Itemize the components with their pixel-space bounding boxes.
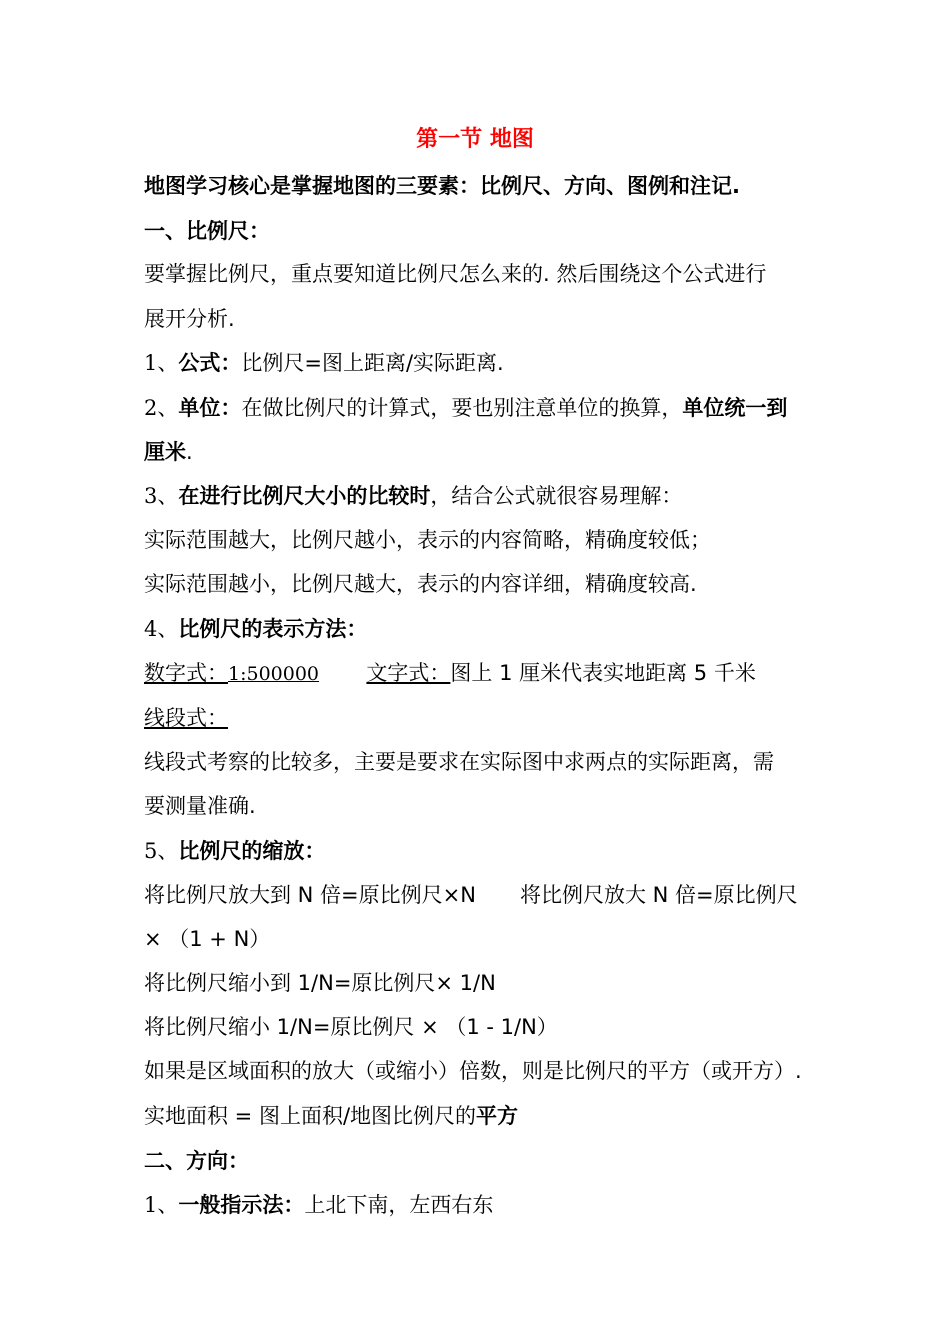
item-label: 比例尺的缩放： <box>178 839 326 863</box>
scaling-line: 将比例尺缩小到 1/N=原比例尺× 1/N <box>144 971 496 995</box>
item-text: 在做比例尺的计算式，要也别注意单位的换算， <box>241 396 683 420</box>
item-number: 1、 <box>144 1193 179 1217</box>
paragraph-line: 要掌握比例尺，重点要知道比例尺怎么来的. 然后围绕这个公式进行 <box>144 262 767 286</box>
item-text: 上北下南，左西右东 <box>304 1193 494 1217</box>
paragraph-line: 要测量准确. <box>144 794 256 818</box>
item-label: 公式： <box>178 351 242 375</box>
section-heading-scale: 一、比例尺： <box>144 219 270 243</box>
scaling-line: 实地面积 = 图上面积/地图比例尺的平方 <box>144 1104 519 1128</box>
item-text: ，结合公式就很容易理解： <box>430 484 683 508</box>
item-number: 5、 <box>144 839 179 863</box>
paragraph-line: 展开分析. <box>144 307 235 331</box>
item-number: 4、 <box>144 617 179 641</box>
line-form-label: 线段式： <box>144 706 228 730</box>
item-number: 1、 <box>144 351 179 375</box>
item-scaling <box>144 837 814 865</box>
item-general-direction <box>144 1191 814 1219</box>
scaling-line: × （1 + N） <box>144 927 271 951</box>
line-form-row <box>144 704 814 732</box>
paragraph-line: 实际范围越大，比例尺越小，表示的内容简略，精确度较低； <box>144 528 711 552</box>
item-number: 2、 <box>144 396 179 420</box>
representation-forms <box>144 659 814 688</box>
item-number: 3、 <box>144 484 179 508</box>
scaling-line: 将比例尺放大到 N 倍=原比例尺×N 将比例尺放大 N 倍=原比例尺 <box>144 883 798 907</box>
numeric-form-label: 数字式： <box>144 661 228 685</box>
scaling-line: 将比例尺缩小 1/N=原比例尺 × （1 - 1/N） <box>144 1015 558 1039</box>
numeric-form-value: 1:500000 <box>228 663 320 685</box>
item-label: 单位： <box>178 396 242 420</box>
paragraph-line: 实际范围越小，比例尺越大，表示的内容详细，精确度较高. <box>144 572 697 596</box>
item-emphasis: 单位统一到 <box>682 396 788 420</box>
text-form-value: 图上 1 厘米代表实地距离 5 千米 <box>450 661 756 685</box>
text-form-label: 文字式： <box>366 661 451 685</box>
intro-line <box>144 172 814 200</box>
item-formula <box>144 349 814 377</box>
page-title: 第一节 地图 <box>416 127 534 152</box>
section-heading-direction: 二、方向： <box>144 1149 249 1173</box>
paragraph-line: 线段式考察的比较多，主要是要求在实际图中求两点的实际距离，需 <box>144 750 774 774</box>
item-text: 比例尺=图上距离/实际距离. <box>241 351 504 375</box>
item-emphasis: 厘米 <box>144 440 186 464</box>
intro-text: 地图学习核心是掌握地图的三要素：比例尺、方向、图例和注记. <box>144 174 740 198</box>
item-unit-continued: 厘米. <box>144 440 193 464</box>
item-label: 一般指示法： <box>178 1193 305 1217</box>
item-compare <box>144 482 814 510</box>
item-representation <box>144 615 814 643</box>
scaling-line: 如果是区域面积的放大（或缩小）倍数，则是比例尺的平方（或开方）. <box>144 1059 802 1083</box>
item-unit <box>144 394 814 422</box>
item-label: 在进行比例尺大小的比较时 <box>178 484 431 508</box>
item-label: 比例尺的表示方法： <box>178 617 368 641</box>
